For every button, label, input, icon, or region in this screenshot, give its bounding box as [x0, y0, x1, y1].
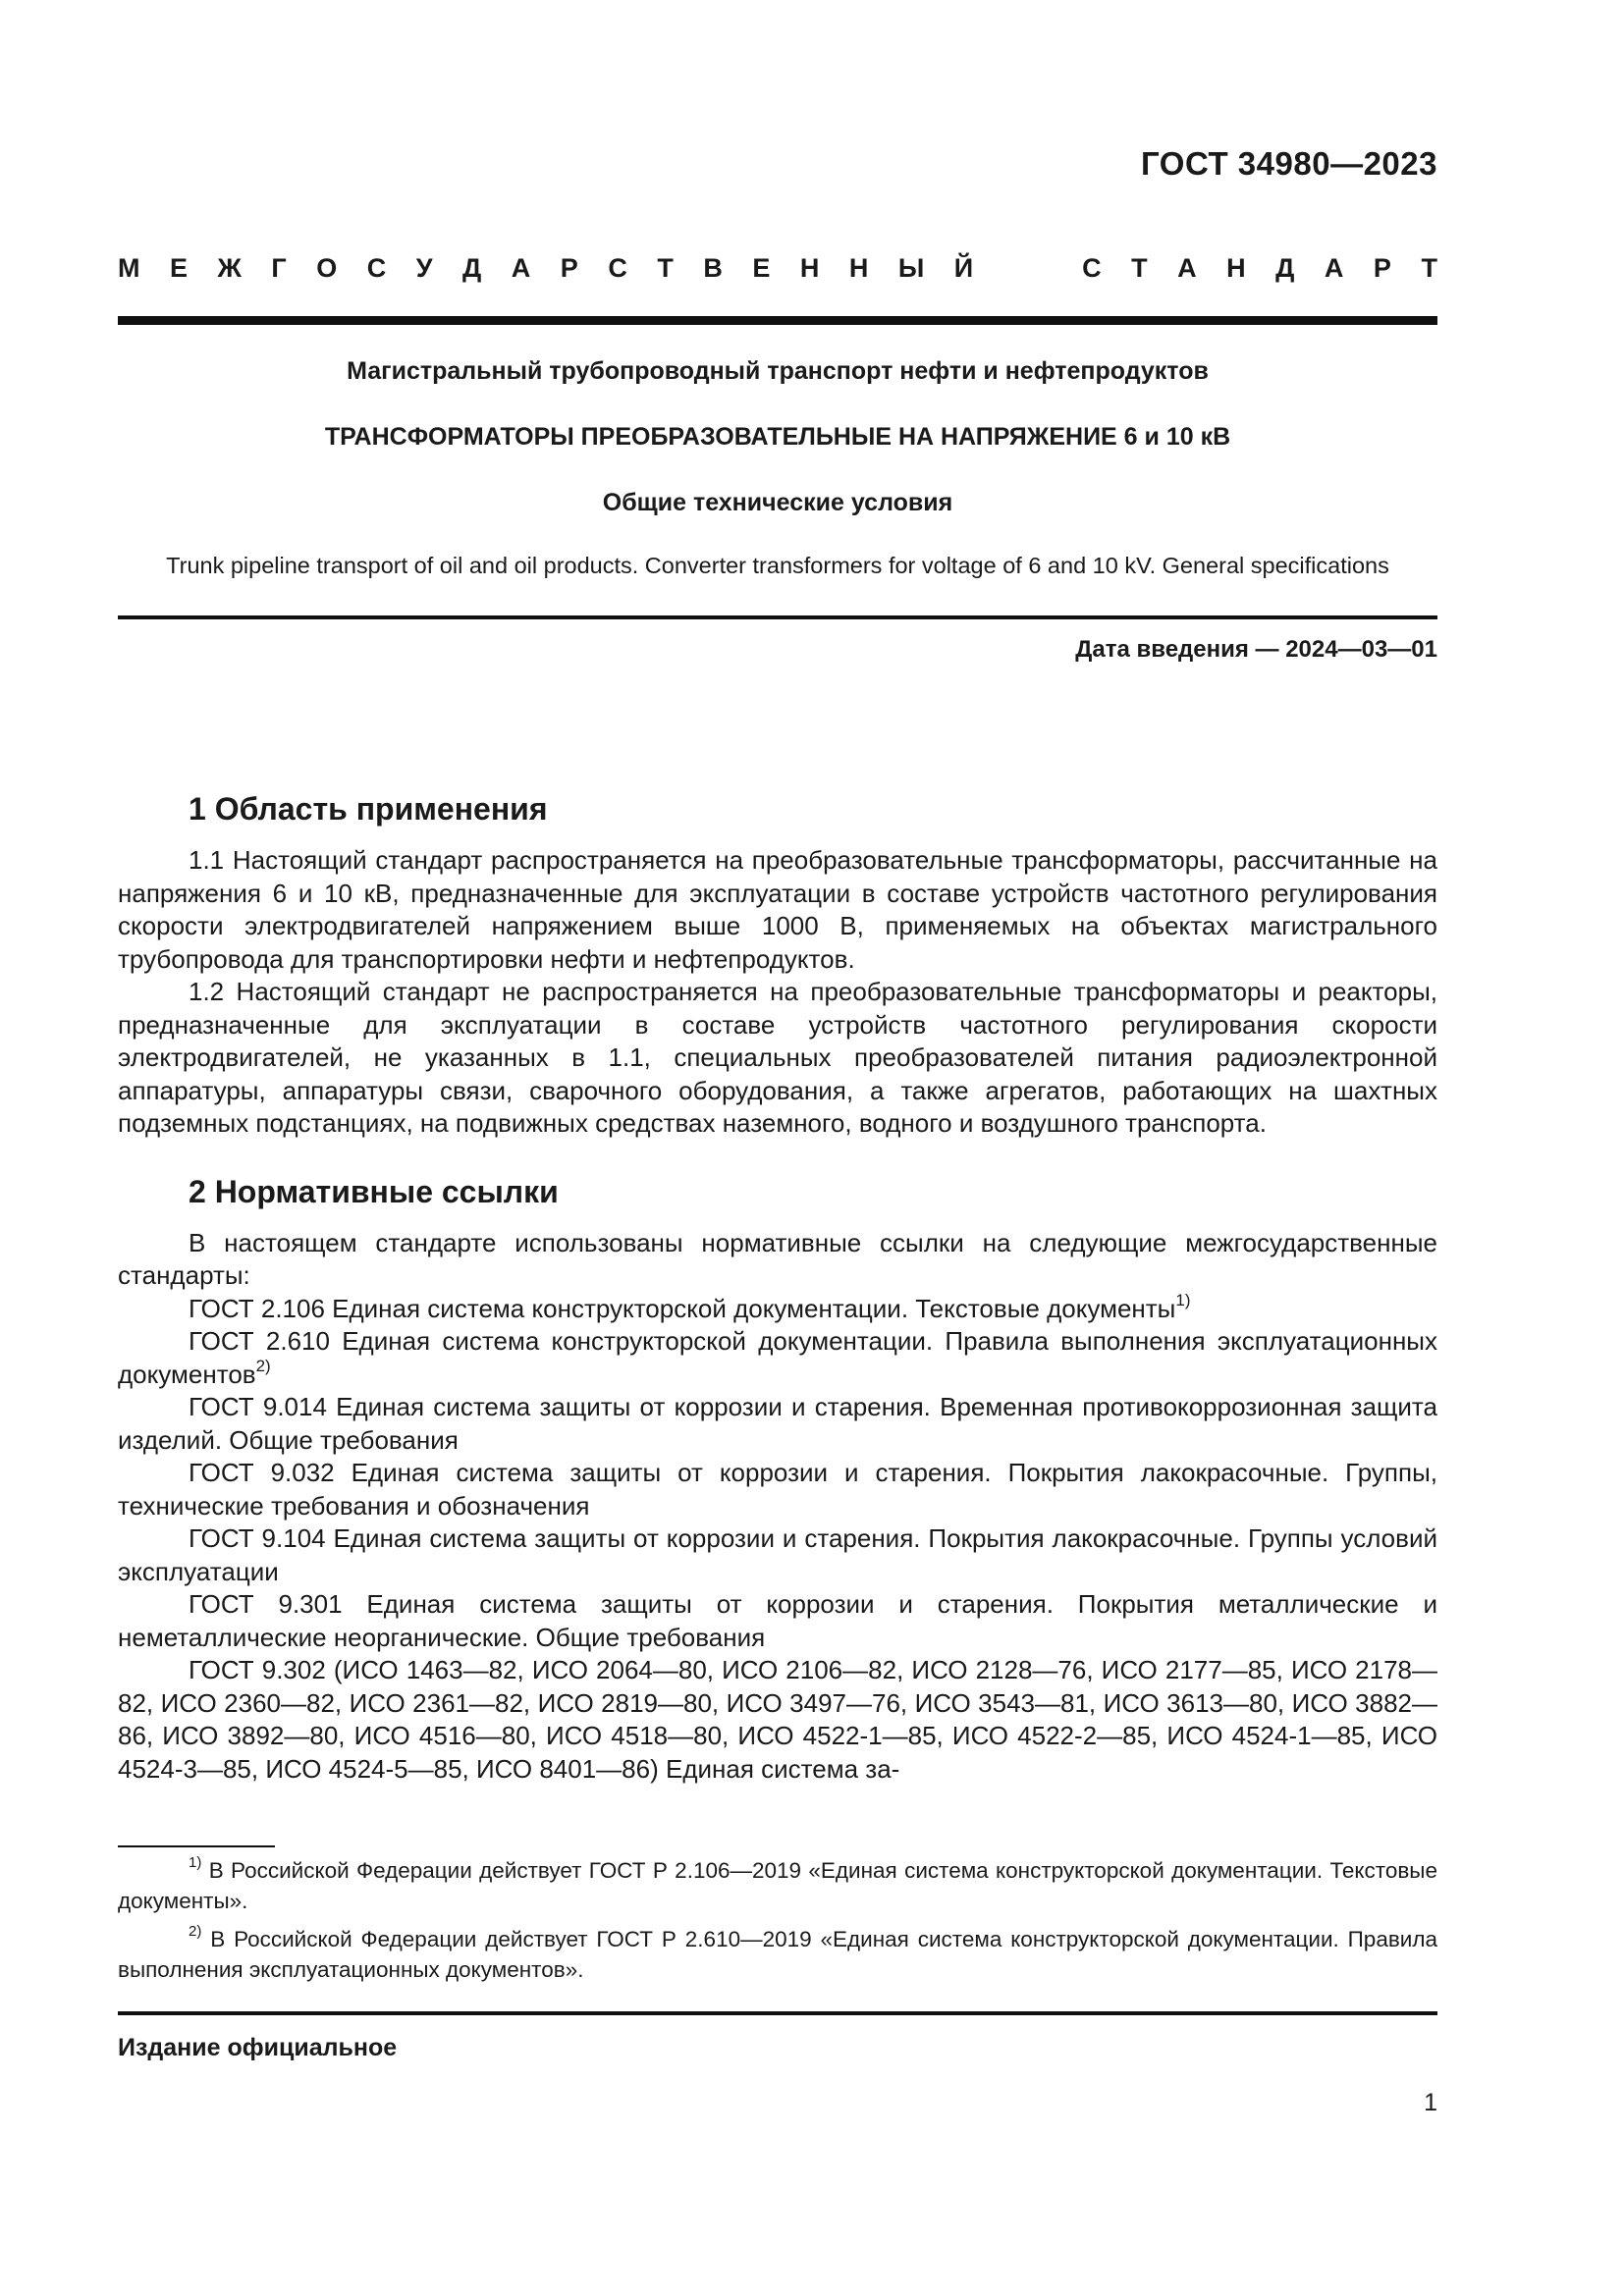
- document-number: ГОСТ 34980—2023: [1141, 145, 1437, 182]
- banner-letter: Ж: [217, 253, 242, 283]
- document-title: ТРАНСФОРМАТОРЫ ПРЕОБРАЗОВАТЕЛЬНЫЕ НА НАПРЯЖЕНИЕ 6 и 10 кВ: [324, 423, 1231, 451]
- footnote-text: В Российской Федерации действует ГОСТ Р 2.610—2019 «Единая система конструкторской документации. Правила выполнения эксплуатационных документов».: [118, 1927, 1437, 1982]
- banner-letter: С: [608, 253, 627, 283]
- footnote-mark-2: 2): [189, 1923, 202, 1940]
- reference-item: ГОСТ 9.104 Единая система защиты от коррозии и старения. Покрытия лакокрасочные. Группы условий эксплуатации: [118, 1523, 1437, 1586]
- paragraph-1-1: 1.1 Настоящий стандарт распространяется на преобразовательные трансформаторы, рассчитанные на напряжения 6 и 10 кВ, предназначенные для эксплуатации в составе устройств частотного регулирования скорости электродвигателей напряжением выше 1000 В, применяемых на объектах магистрального трубопровода для транспортировки нефти и нефтепродуктов.: [118, 845, 1437, 974]
- banner-letter: Н: [1226, 253, 1246, 283]
- section-references-body: [118, 1227, 1437, 1787]
- reference-item: [118, 1290, 1437, 1326]
- banner-letter: Д: [462, 253, 482, 283]
- banner-letter: Т: [1131, 253, 1148, 283]
- banner-letter: А: [1177, 253, 1197, 283]
- english-title: Trunk pipeline transport of oil and oil products. Converter transformers for voltage of 6 and 10 kV. General specifications: [166, 553, 1389, 578]
- banner-letter: Н: [848, 253, 869, 283]
- banner-letter: А: [511, 253, 531, 283]
- footnote-1: [118, 1855, 1437, 1916]
- footnote-ref-1[interactable]: 1): [1175, 1290, 1191, 1309]
- banner-letter: Е: [752, 253, 771, 283]
- banner-letter: В: [703, 253, 723, 283]
- title-divider: [118, 615, 1437, 619]
- reference-item: ГОСТ 9.032 Единая система защиты от коррозии и старения. Покрытия лакокрасочные. Группы, технические требования и обозначения: [118, 1458, 1437, 1521]
- reference-item: ГОСТ 9.014 Единая система защиты от коррозии и старения. Временная противокоррозионная защита изделий. Общие требования: [118, 1392, 1437, 1455]
- banner-letter: Н: [799, 253, 820, 283]
- footnotes: [118, 1855, 1437, 1993]
- banner-letter: Т: [1421, 253, 1437, 283]
- title-block: [118, 353, 1437, 579]
- footer-divider: [118, 2011, 1437, 2015]
- banner-letter: М: [118, 253, 140, 283]
- header-divider-thick: [118, 316, 1437, 325]
- footnote-2: [118, 1924, 1437, 1985]
- footnote-separator: [118, 1845, 275, 1847]
- document-body: [118, 785, 1437, 1786]
- section-heading-scope: 1 Область применения: [189, 791, 548, 827]
- reference-item: ГОСТ 9.302 (ИСО 1463—82, ИСО 2064—80, ИСО 2106—82, ИСО 2128—76, ИСО 2177—85, ИСО 2178—82, ИСО 2360—82, ИСО 2361—82, ИСО 2819—80, ИСО 3497—76, ИСО 3543—81, ИСО 3613—80, ИСО 3882—86, ИСО 3892—80, ИСО 4516—80, ИСО 4518—80, ИСО 4522-1—85, ИСО 4522-2—85, ИСО 4524-1—85, ИСО 4524-3—85, ИСО 4524-5—85, ИСО 8401—86) Единая система за-: [118, 1655, 1437, 1784]
- reference-text: ГОСТ 2.106 Единая система конструкторской документации. Текстовые документы: [189, 1293, 1176, 1323]
- reference-item: ГОСТ 9.301 Единая система защиты от коррозии и старения. Покрытия металлические и неметаллические неорганические. Общие требования: [118, 1589, 1437, 1652]
- section-scope-body: [118, 844, 1437, 1141]
- footnote-text: В Российской Федерации действует ГОСТ Р 2.106—2019 «Единая система конструкторской документации. Текстовые документы».: [118, 1858, 1437, 1913]
- subject-line: Магистральный трубопроводный транспорт нефти и нефтепродуктов: [347, 357, 1209, 385]
- banner-word-gap: [1003, 253, 1053, 284]
- banner-letter: С: [366, 253, 387, 283]
- banner-letter: О: [316, 253, 338, 283]
- banner-letter: Й: [953, 253, 974, 283]
- banner-letter: А: [1324, 253, 1344, 283]
- introduction-date: Дата введения — 2024—03—01: [1075, 636, 1437, 663]
- banner-letter: Р: [560, 253, 578, 283]
- section-heading-references: 2 Нормативные ссылки: [189, 1173, 559, 1209]
- banner-letter: Т: [657, 253, 674, 283]
- paragraph-1-2: 1.2 Настоящий стандарт не распространяется на преобразовательные трансформаторы и реакторы, предназначенные для эксплуатации в составе устройств частотного регулирования скорости электродвигателей, не указанных в 1.1, специальных преобразователей питания радиоэлектронной аппаратуры, аппаратуры связи, сварочного оборудования, а также агрегатов, работающих на шахтных подземных подстанциях, на подвижных средствах наземного, водного и воздушного транспорта.: [118, 977, 1437, 1138]
- references-intro: В настоящем стандарте использованы нормативные ссылки на следующие межгосударственные стандарты:: [118, 1227, 1437, 1290]
- reference-text: ГОСТ 2.610 Единая система конструкторской документации. Правила выполнения эксплуатационных документов: [118, 1326, 1437, 1389]
- banner-letter: Р: [1373, 253, 1391, 283]
- footnote-mark-1: 1): [189, 1854, 202, 1871]
- banner-letter: У: [415, 253, 433, 283]
- document-subtitle: Общие технические условия: [602, 489, 953, 516]
- banner-letter: Ы: [897, 253, 925, 283]
- page-number: 1: [1424, 2089, 1437, 2116]
- footnote-ref-2[interactable]: 2): [255, 1356, 271, 1375]
- banner-letter: Е: [170, 253, 189, 283]
- banner-letter: Г: [271, 253, 287, 283]
- standard-type-banner: [118, 253, 1437, 284]
- reference-item: [118, 1325, 1437, 1391]
- banner-letter: С: [1082, 253, 1102, 283]
- edition-label: Издание официальное: [118, 2034, 398, 2061]
- banner-letter: Д: [1275, 253, 1295, 283]
